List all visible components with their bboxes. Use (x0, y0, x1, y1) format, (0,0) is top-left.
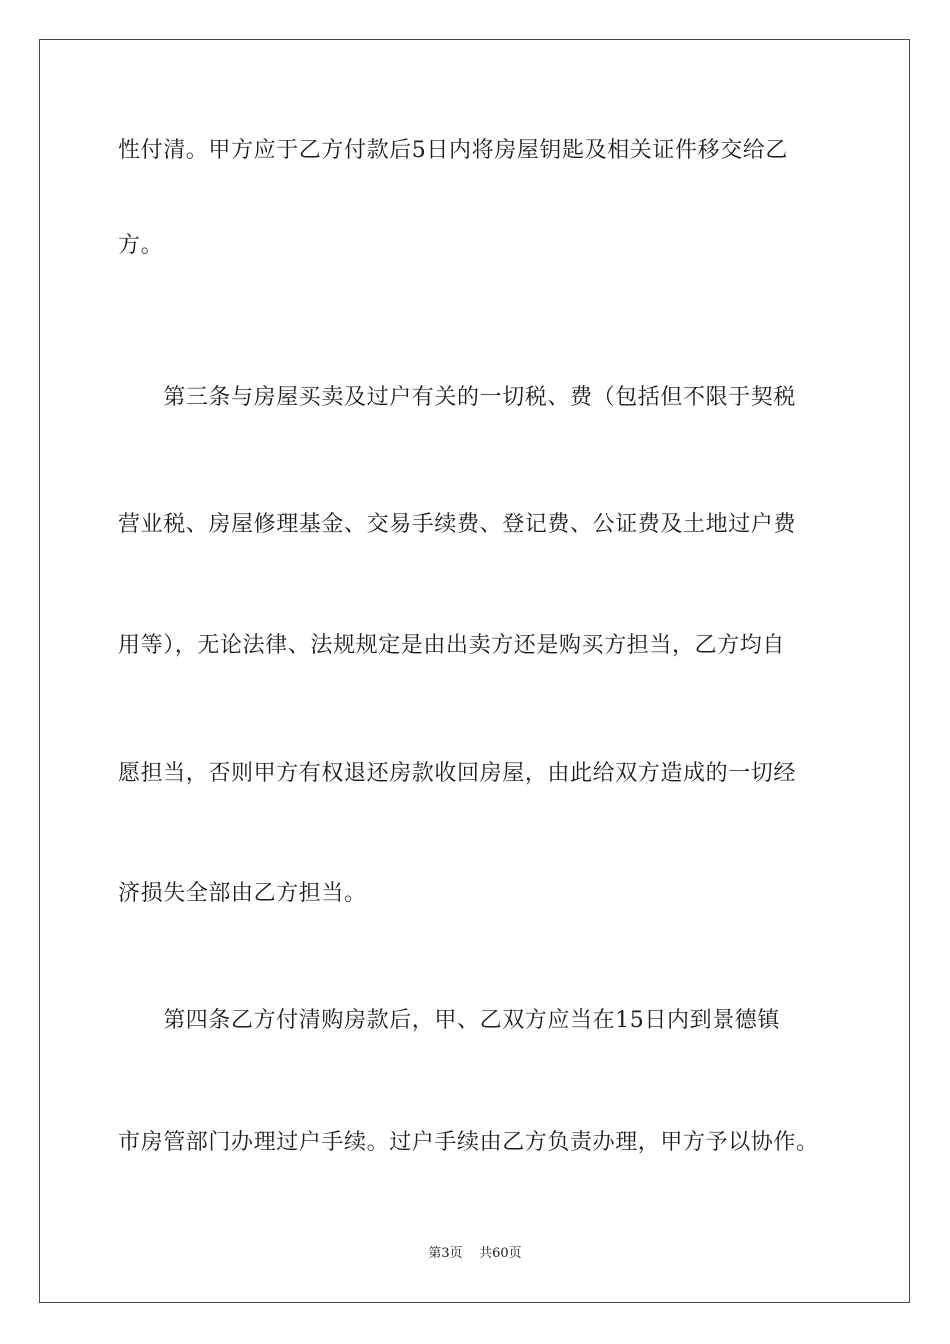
text-line: 市房管部门办理过户手续。过户手续由乙方负责办理，甲方予以协作。 (118, 1130, 819, 1155)
text-line: 用等），无论法律、法规规定是由出卖方还是购买方担当，乙方均自 (118, 633, 786, 658)
text-line: 营业税、房屋修理基金、交易手续费、登记费、公证费及土地过户费 (118, 512, 797, 537)
text-line: 方。 (118, 233, 164, 258)
text-line: 第三条与房屋买卖及过户有关的一切税、费（包括但不限于契税 (118, 385, 797, 410)
text-line: 愿担当，否则甲方有权退还房款收回房屋，由此给双方造成的一切经 (118, 761, 797, 786)
page-number: 第3页 (428, 1246, 463, 1261)
page-total: 共60页 (479, 1246, 522, 1261)
text-line: 第四条乙方付清购房款后，甲、乙双方应当在15日内到景德镇 (118, 1008, 780, 1033)
text-line: 济损失全部由乙方担当。 (118, 881, 367, 906)
text-line: 性付清。甲方应于乙方付款后5日内将房屋钥匙及相关证件移交给乙 (118, 138, 788, 163)
page-footer (0, 1244, 950, 1264)
page-border (39, 39, 910, 1303)
